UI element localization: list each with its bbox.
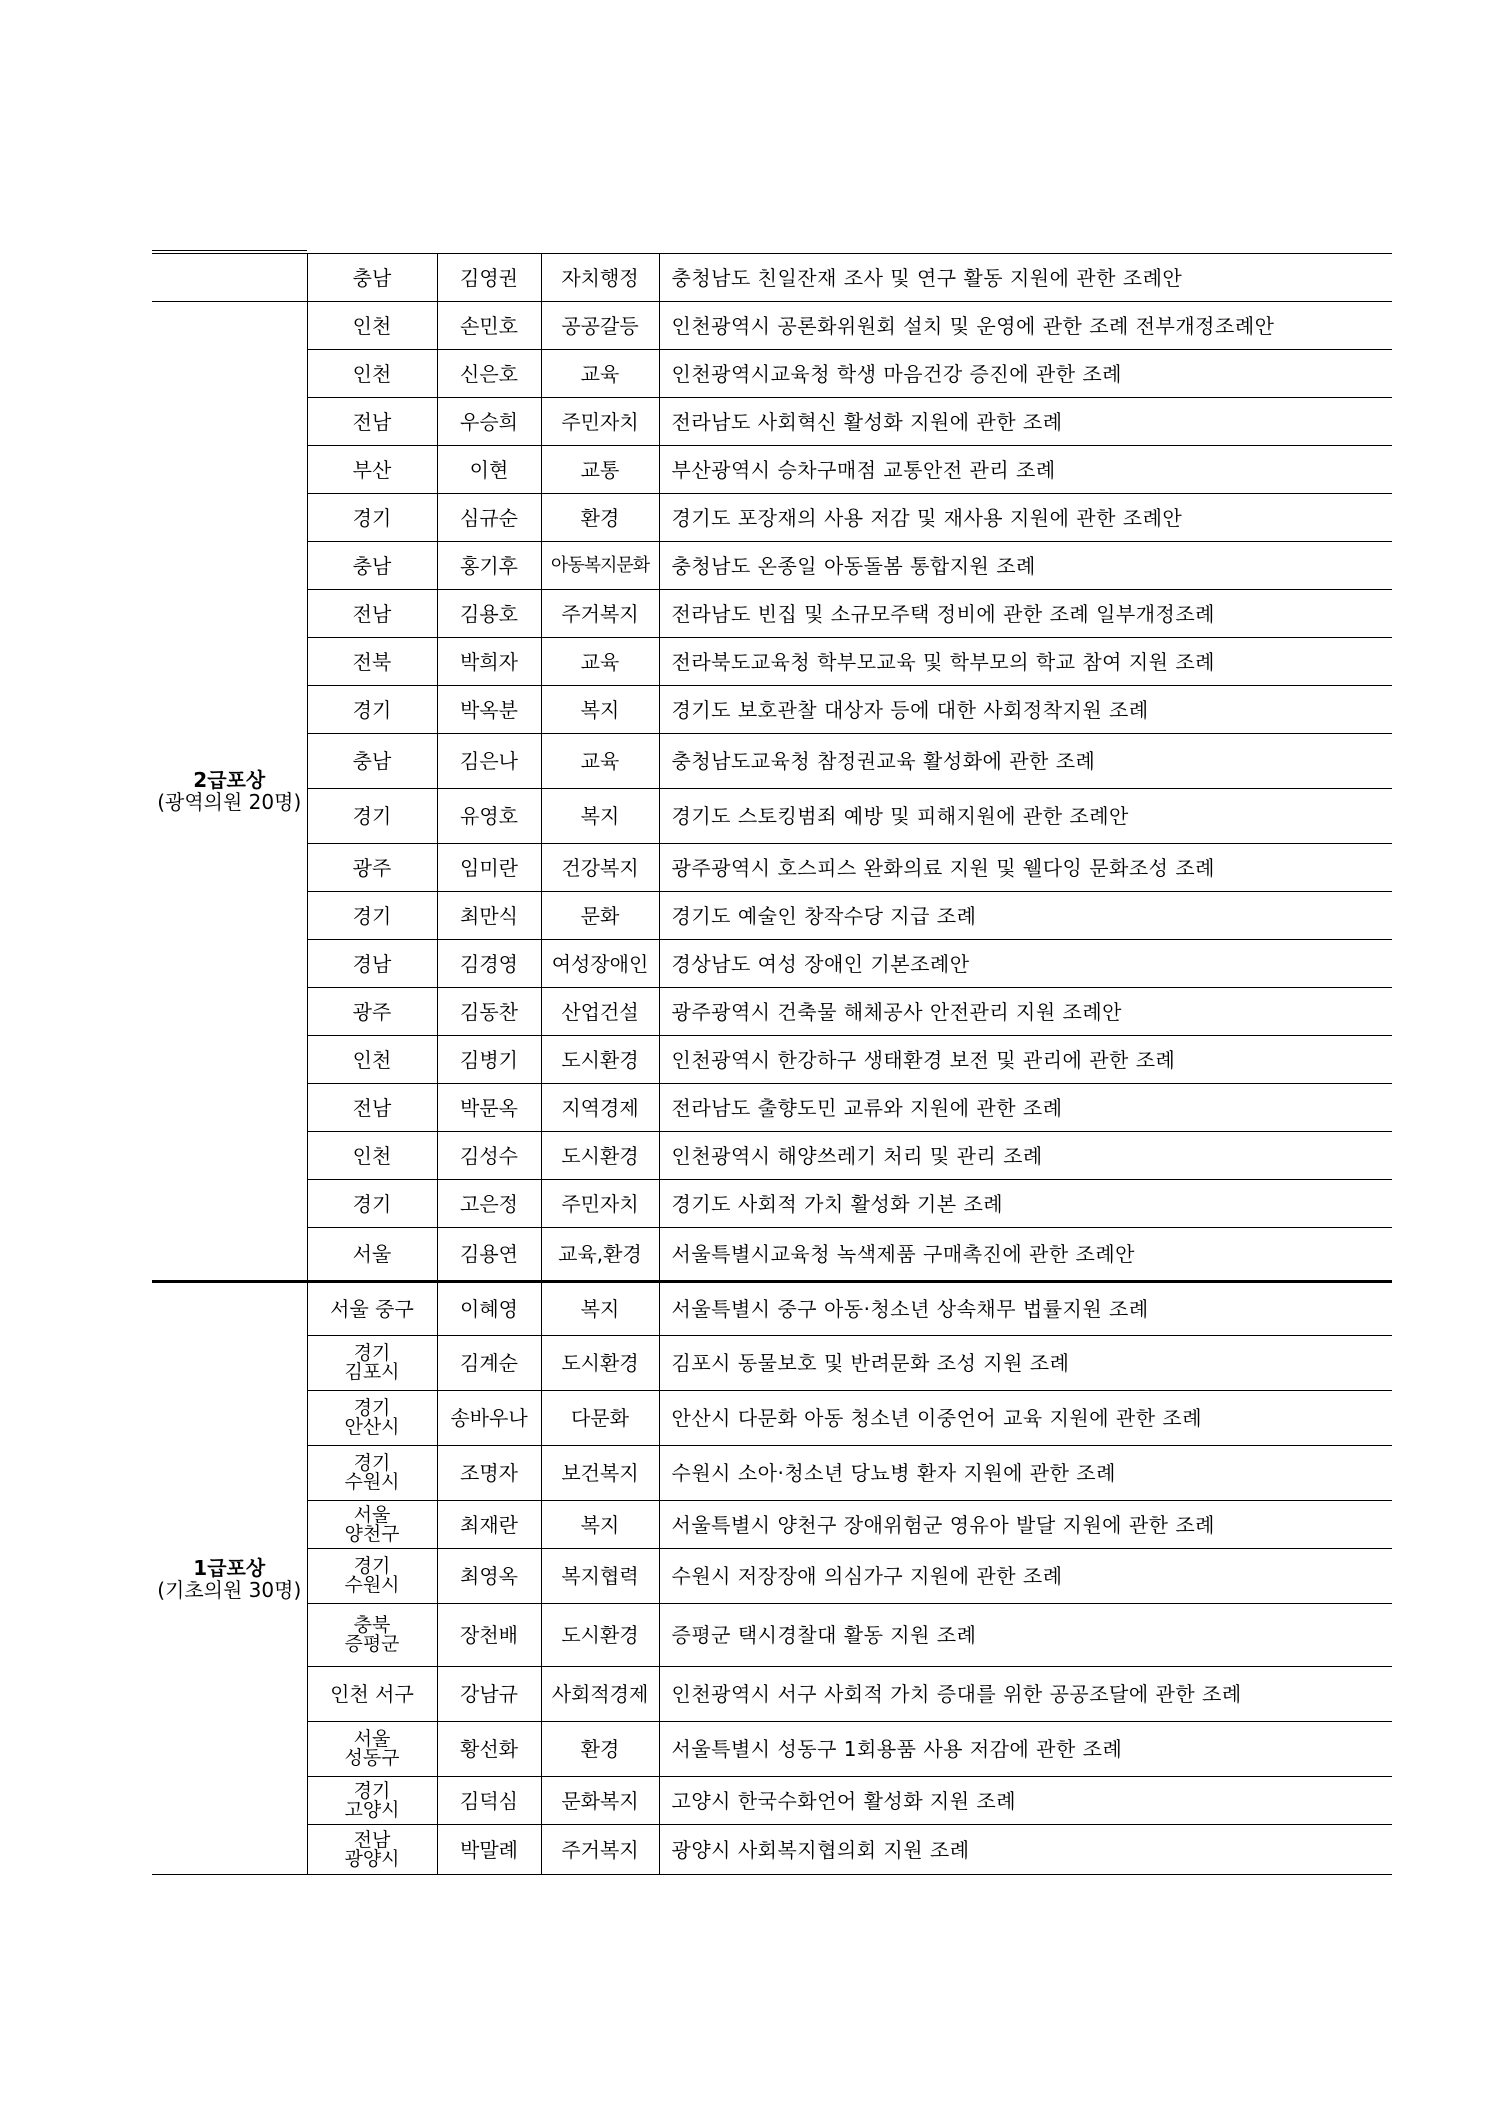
- title-cell: 인천광역시 공론화위원회 설치 및 운영에 관한 조례 전부개정조례안: [659, 302, 1392, 350]
- name-cell: 박문옥: [437, 1084, 541, 1132]
- title-cell: 인천광역시교육청 학생 마음건강 증진에 관한 조례: [659, 350, 1392, 398]
- group-sub: (광역의원 20명): [157, 790, 302, 814]
- field-cell: 사회적경제: [541, 1667, 659, 1722]
- table-row: [152, 686, 1392, 734]
- name-cell: 김영권: [437, 254, 541, 302]
- name-cell: 박말례: [437, 1825, 541, 1875]
- field-cell: 교통: [541, 446, 659, 494]
- region-line2: 수원시: [344, 1574, 400, 1596]
- table-row: [152, 1036, 1392, 1084]
- region-cell: 서울 중구: [307, 1282, 437, 1336]
- field-cell: 아동복지문화: [541, 542, 659, 590]
- name-cell: 김병기: [437, 1036, 541, 1084]
- title-cell: 부산광역시 승차구매점 교통안전 관리 조례: [659, 446, 1392, 494]
- name-cell: 유영호: [437, 789, 541, 844]
- region-cell: [307, 1391, 437, 1446]
- name-cell: 조명자: [437, 1446, 541, 1501]
- group-cell-2nd-grade: [152, 302, 307, 1282]
- title-cell: 광양시 사회복지협의회 지원 조례: [659, 1825, 1392, 1875]
- name-cell: 김경영: [437, 940, 541, 988]
- table-row: [152, 1825, 1392, 1875]
- top-rule: [152, 250, 307, 251]
- title-cell: 인천광역시 서구 사회적 가치 증대를 위한 공공조달에 관한 조례: [659, 1667, 1392, 1722]
- field-cell: 교육: [541, 350, 659, 398]
- group-name: 2급포상: [193, 768, 266, 792]
- field-cell: 공공갈등: [541, 302, 659, 350]
- region-cell: 인천: [307, 302, 437, 350]
- field-cell: 주민자치: [541, 1180, 659, 1228]
- region-cell: 인천: [307, 1036, 437, 1084]
- name-cell: 박희자: [437, 638, 541, 686]
- region-line2: 양천구: [344, 1522, 400, 1545]
- field-cell: 교육,환경: [541, 1228, 659, 1282]
- name-cell: 강남규: [437, 1667, 541, 1722]
- region-line2: 안산시: [344, 1416, 400, 1438]
- title-cell: 전라남도 사회혁신 활성화 지원에 관한 조례: [659, 398, 1392, 446]
- table-row: [152, 638, 1392, 686]
- table-row: [152, 590, 1392, 638]
- name-cell: 우승희: [437, 398, 541, 446]
- field-cell: 도시환경: [541, 1604, 659, 1667]
- region-line1: 경기: [353, 1342, 391, 1364]
- region-cell: [307, 1604, 437, 1667]
- region-cell: [307, 1825, 437, 1875]
- region-cell: 광주: [307, 988, 437, 1036]
- region-cell: 인천 서구: [307, 1667, 437, 1722]
- table-row: [152, 1391, 1392, 1446]
- table-row: [152, 1777, 1392, 1825]
- field-cell: 복지: [541, 789, 659, 844]
- table-row: [152, 988, 1392, 1036]
- name-cell: 김은나: [437, 734, 541, 789]
- field-cell: 복지: [541, 686, 659, 734]
- field-cell: 산업건설: [541, 988, 659, 1036]
- name-cell: 이혜영: [437, 1282, 541, 1336]
- name-cell: 손민호: [437, 302, 541, 350]
- title-cell: 안산시 다문화 아동 청소년 이중언어 교육 지원에 관한 조례: [659, 1391, 1392, 1446]
- table-row: [152, 1084, 1392, 1132]
- title-cell: 충청남도교육청 참정권교육 활성화에 관한 조례: [659, 734, 1392, 789]
- field-cell: 복지: [541, 1501, 659, 1549]
- region-cell: [307, 1446, 437, 1501]
- region-cell: 경기: [307, 789, 437, 844]
- region-cell: [307, 1722, 437, 1777]
- group-cell-1st-grade: [152, 1282, 307, 1875]
- name-cell: 신은호: [437, 350, 541, 398]
- field-cell: 도시환경: [541, 1336, 659, 1391]
- group-name: 1급포상: [193, 1555, 266, 1580]
- table-row: [152, 789, 1392, 844]
- field-cell: 문화: [541, 892, 659, 940]
- title-cell: 경기도 스토킹범죄 예방 및 피해지원에 관한 조례안: [659, 789, 1392, 844]
- field-cell: 문화복지: [541, 1777, 659, 1825]
- field-cell: 교육: [541, 638, 659, 686]
- table-row: [152, 1501, 1392, 1549]
- table-row: [152, 254, 1392, 302]
- field-cell: 환경: [541, 1722, 659, 1777]
- region-cell: [307, 1336, 437, 1391]
- region-line1: 충북: [353, 1614, 391, 1636]
- region-cell: [307, 1549, 437, 1604]
- name-cell: 임미란: [437, 844, 541, 892]
- region-cell: 인천: [307, 1132, 437, 1180]
- group-sub: (기초의원 30명): [157, 1577, 302, 1602]
- group-cell-none: [152, 254, 307, 302]
- table-row: [152, 1228, 1392, 1282]
- field-cell: 다문화: [541, 1391, 659, 1446]
- title-cell: 서울특별시 성동구 1회용품 사용 저감에 관한 조례: [659, 1722, 1392, 1777]
- table-row: [152, 494, 1392, 542]
- title-cell: 인천광역시 해양쓰레기 처리 및 관리 조례: [659, 1132, 1392, 1180]
- table-row: [152, 1446, 1392, 1501]
- field-cell: 지역경제: [541, 1084, 659, 1132]
- region-cell: 전남: [307, 1084, 437, 1132]
- field-cell: 주거복지: [541, 1825, 659, 1875]
- name-cell: 김용연: [437, 1228, 541, 1282]
- table-row: [152, 1722, 1392, 1777]
- title-cell: 경기도 예술인 창작수당 지급 조례: [659, 892, 1392, 940]
- title-cell: 경기도 포장재의 사용 저감 및 재사용 지원에 관한 조례안: [659, 494, 1392, 542]
- field-cell: 복지협력: [541, 1549, 659, 1604]
- region-line2: 수원시: [344, 1471, 400, 1493]
- title-cell: 전라남도 출향도민 교류와 지원에 관한 조례: [659, 1084, 1392, 1132]
- name-cell: 이현: [437, 446, 541, 494]
- table-row: [152, 1132, 1392, 1180]
- name-cell: 최만식: [437, 892, 541, 940]
- field-cell: 환경: [541, 494, 659, 542]
- field-cell: 건강복지: [541, 844, 659, 892]
- region-line2: 고양시: [344, 1798, 400, 1821]
- name-cell: 장천배: [437, 1604, 541, 1667]
- field-cell: 도시환경: [541, 1132, 659, 1180]
- table-row: [152, 542, 1392, 590]
- table-row: [152, 446, 1392, 494]
- field-cell: 여성장애인: [541, 940, 659, 988]
- region-line1: 서울: [353, 1728, 391, 1750]
- title-cell: 경상남도 여성 장애인 기본조례안: [659, 940, 1392, 988]
- name-cell: 송바우나: [437, 1391, 541, 1446]
- region-cell: 전북: [307, 638, 437, 686]
- region-line1: 경기: [353, 1397, 391, 1419]
- region-cell: 충남: [307, 734, 437, 789]
- name-cell: 황선화: [437, 1722, 541, 1777]
- region-line1: 경기: [353, 1779, 391, 1802]
- table-row: [152, 734, 1392, 789]
- title-cell: 고양시 한국수화언어 활성화 지원 조례: [659, 1777, 1392, 1825]
- region-line2: 광양시: [344, 1847, 400, 1870]
- name-cell: 심규순: [437, 494, 541, 542]
- title-cell: 충청남도 온종일 아동돌봄 통합지원 조례: [659, 542, 1392, 590]
- title-cell: 수원시 소아·청소년 당뇨병 환자 지원에 관한 조례: [659, 1446, 1392, 1501]
- title-cell: 증평군 택시경찰대 활동 지원 조례: [659, 1604, 1392, 1667]
- region-line1: 서울: [353, 1503, 391, 1526]
- region-cell: 경남: [307, 940, 437, 988]
- table-row: [152, 350, 1392, 398]
- field-cell: 보건복지: [541, 1446, 659, 1501]
- field-cell: 주민자치: [541, 398, 659, 446]
- title-cell: 서울특별시교육청 녹색제품 구매촉진에 관한 조례안: [659, 1228, 1392, 1282]
- title-cell: 서울특별시 중구 아동·청소년 상속채무 법률지원 조례: [659, 1282, 1392, 1336]
- region-cell: 경기: [307, 892, 437, 940]
- table-row: [152, 1336, 1392, 1391]
- title-cell: 인천광역시 한강하구 생태환경 보전 및 관리에 관한 조례: [659, 1036, 1392, 1084]
- region-line1: 경기: [353, 1555, 391, 1577]
- title-cell: 김포시 동물보호 및 반려문화 조성 지원 조례: [659, 1336, 1392, 1391]
- table-row: [152, 892, 1392, 940]
- name-cell: 고은정: [437, 1180, 541, 1228]
- field-cell: 교육: [541, 734, 659, 789]
- name-cell: 박옥분: [437, 686, 541, 734]
- award-table: [152, 253, 1392, 1875]
- table-row: [152, 1604, 1392, 1667]
- name-cell: 김용호: [437, 590, 541, 638]
- table-row: [152, 302, 1392, 350]
- region-cell: 광주: [307, 844, 437, 892]
- name-cell: 김계순: [437, 1336, 541, 1391]
- title-cell: 전라남도 빈집 및 소규모주택 정비에 관한 조례 일부개정조례: [659, 590, 1392, 638]
- field-cell: 자치행정: [541, 254, 659, 302]
- field-cell: 복지: [541, 1282, 659, 1336]
- region-line2: 김포시: [344, 1361, 400, 1383]
- region-cell: [307, 1777, 437, 1825]
- region-line1: 경기: [353, 1452, 391, 1474]
- region-cell: 전남: [307, 398, 437, 446]
- name-cell: 최재란: [437, 1501, 541, 1549]
- region-line2: 증평군: [344, 1633, 400, 1655]
- name-cell: 최영옥: [437, 1549, 541, 1604]
- title-cell: 충청남도 친일잔재 조사 및 연구 활동 지원에 관한 조례안: [659, 254, 1392, 302]
- table-row: [152, 398, 1392, 446]
- field-cell: 주거복지: [541, 590, 659, 638]
- name-cell: 홍기후: [437, 542, 541, 590]
- region-cell: 경기: [307, 494, 437, 542]
- field-cell: 도시환경: [541, 1036, 659, 1084]
- title-cell: 광주광역시 건축물 해체공사 안전관리 지원 조례안: [659, 988, 1392, 1036]
- table-row: [152, 940, 1392, 988]
- region-cell: 충남: [307, 542, 437, 590]
- table-row: [152, 844, 1392, 892]
- table-row: [152, 1667, 1392, 1722]
- name-cell: 김덕심: [437, 1777, 541, 1825]
- region-cell: 인천: [307, 350, 437, 398]
- title-cell: 수원시 저장장애 의심가구 지원에 관한 조례: [659, 1549, 1392, 1604]
- name-cell: 김성수: [437, 1132, 541, 1180]
- title-cell: 경기도 사회적 가치 활성화 기본 조례: [659, 1180, 1392, 1228]
- title-cell: 광주광역시 호스피스 완화의료 지원 및 웰다잉 문화조성 조례: [659, 844, 1392, 892]
- table-row: [152, 1549, 1392, 1604]
- region-cell: 충남: [307, 254, 437, 302]
- title-cell: 경기도 보호관찰 대상자 등에 대한 사회정착지원 조례: [659, 686, 1392, 734]
- table-row: [152, 1282, 1392, 1336]
- region-cell: 부산: [307, 446, 437, 494]
- region-cell: [307, 1501, 437, 1549]
- region-cell: 경기: [307, 686, 437, 734]
- name-cell: 김동찬: [437, 988, 541, 1036]
- region-line1: 전남: [353, 1828, 391, 1851]
- region-cell: 전남: [307, 590, 437, 638]
- title-cell: 서울특별시 양천구 장애위험군 영유아 발달 지원에 관한 조례: [659, 1501, 1392, 1549]
- table-row: [152, 1180, 1392, 1228]
- title-cell: 전라북도교육청 학부모교육 및 학부모의 학교 참여 지원 조례: [659, 638, 1392, 686]
- region-cell: 서울: [307, 1228, 437, 1282]
- region-line2: 성동구: [344, 1747, 400, 1769]
- region-cell: 경기: [307, 1180, 437, 1228]
